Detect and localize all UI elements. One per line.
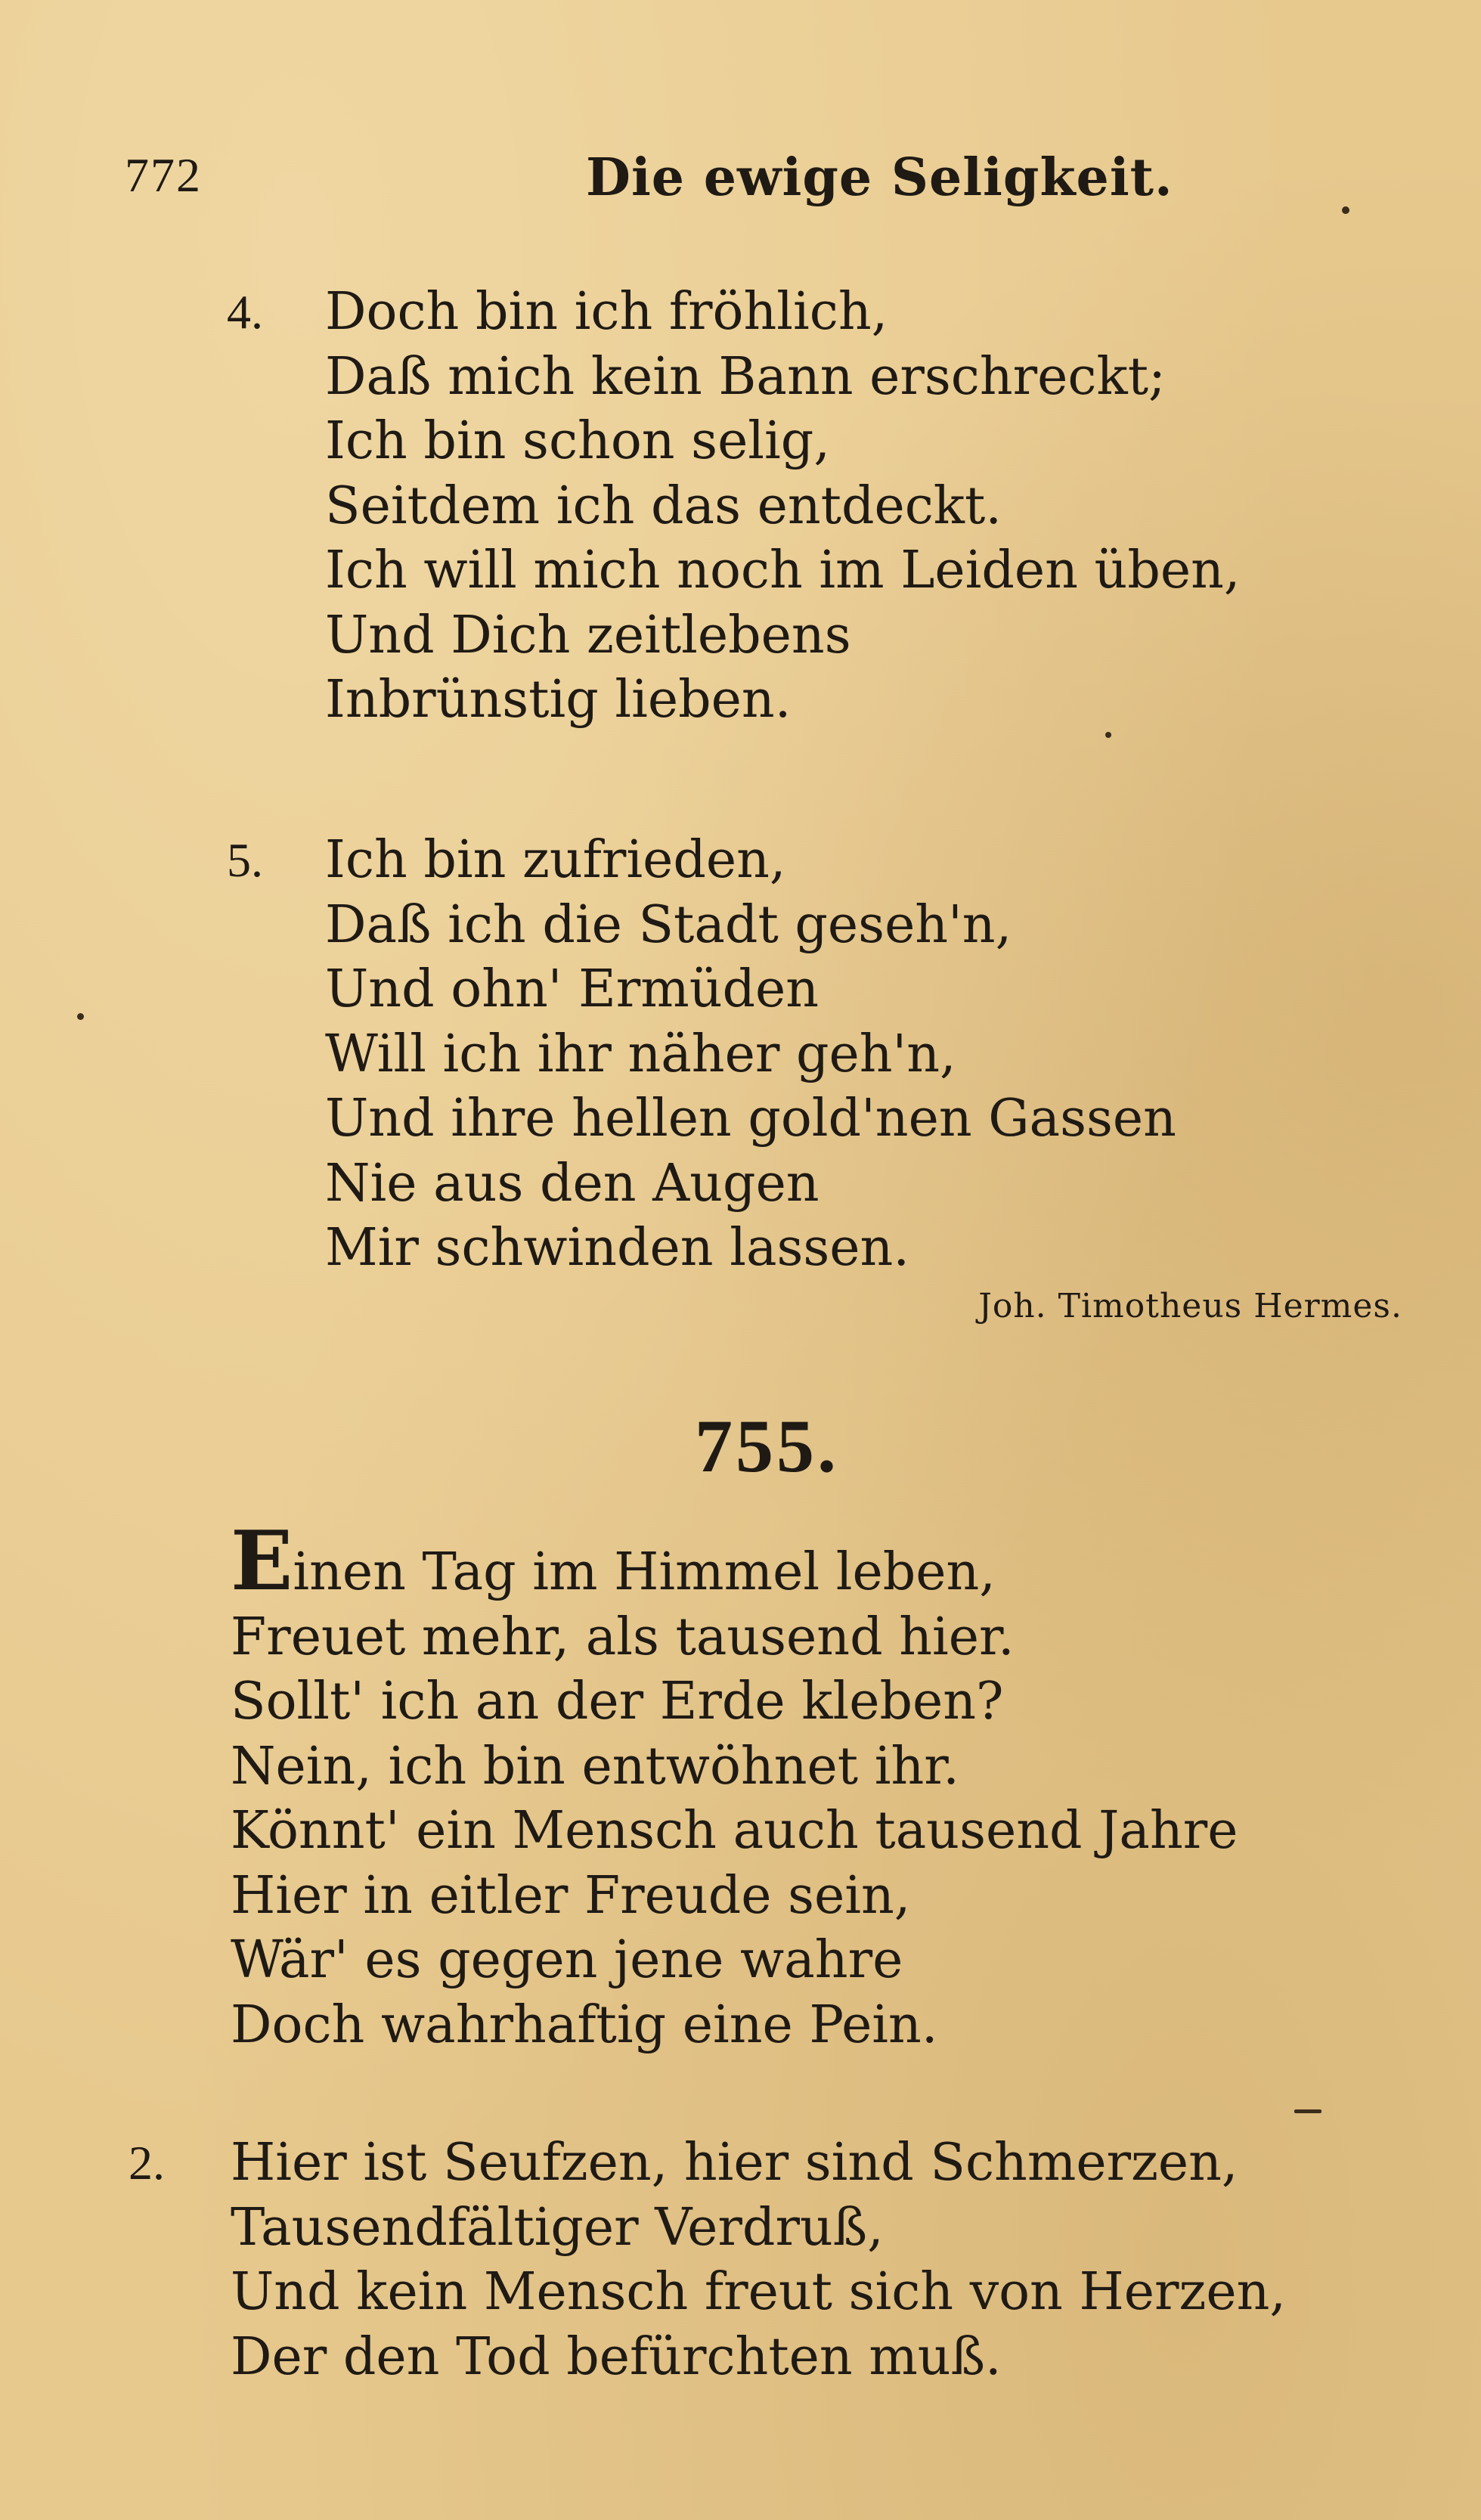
verse-line: Und ohn' Ermüden — [325, 959, 820, 1019]
verse-line: Sollt' ich an der Erde kleben? — [231, 1672, 1004, 1731]
verse-line: Daß ich die Stadt geseh'n, — [325, 894, 1012, 955]
verse-line: Und kein Mensch freut sich von Herzen, — [231, 2262, 1286, 2322]
verse-line: Will ich ihr näher geh'n, — [325, 1024, 956, 1084]
verse-line: Und Dich zeitlebens — [325, 605, 851, 665]
verse-line: Ich will mich noch im Leiden üben, — [325, 541, 1241, 600]
paper-speck — [1294, 2109, 1321, 2113]
verse-line: Der den Tod befürchten muß. — [231, 2326, 1002, 2387]
verse-line: Nein, ich bin entwöhnet ihr. — [231, 1736, 959, 1796]
page-header — [125, 147, 1395, 215]
verse-line: Doch wahrhaftig eine Pein. — [231, 1995, 938, 2055]
verse-line: Hier in eitler Freude sein, — [231, 1865, 911, 1926]
verse-line: Daß mich kein Bann erschreckt; — [325, 346, 1166, 407]
verse-line: Hier ist Seufzen, hier sind Schmerzen, — [231, 2133, 1238, 2193]
verse-line: Mir schwinden lassen. — [325, 1218, 909, 1278]
verse-line: Inbrünstig lieben. — [325, 670, 792, 730]
hymn-number: 755. — [695, 1404, 839, 1488]
verse-line: Wär' es gegen jene wahre — [231, 1930, 903, 1990]
paper-speck — [77, 1013, 84, 1020]
verse-line: Freuet mehr, als tausend hier. — [231, 1607, 1015, 1667]
verse-line: Und ihre hellen gold'nen Gassen — [325, 1089, 1176, 1148]
first-line-text: inen Tag im Himmel leben, — [293, 1542, 996, 1602]
verse-line-first — [231, 1514, 1238, 1609]
author-attribution: Joh. Timotheus Hermes. — [978, 1287, 1402, 1325]
verse-line: Doch bin ich fröhlich, — [325, 282, 888, 342]
stanza-number: 4. — [227, 285, 263, 339]
stanza-number: 2. — [129, 2136, 165, 2190]
drop-cap: E — [231, 1514, 293, 1609]
verse-line: Seitdem ich das entdeckt. — [325, 476, 1002, 536]
verse-line: Ich bin schon selig, — [325, 411, 830, 471]
running-title: Die ewige Seligkeit. — [586, 147, 1173, 208]
verse-line: Tausendfältiger Verdruß, — [231, 2197, 884, 2258]
paper-speck — [1342, 206, 1349, 214]
paper-speck — [1105, 732, 1111, 738]
verse-line: Ich bin zufrieden, — [325, 830, 786, 890]
verse-line: Nie aus den Augen — [325, 1153, 820, 1214]
stanza-number: 5. — [227, 833, 263, 887]
verse-line: Könnt' ein Mensch auch tausend Jahre — [231, 1801, 1238, 1861]
page-number: 772 — [125, 148, 202, 202]
